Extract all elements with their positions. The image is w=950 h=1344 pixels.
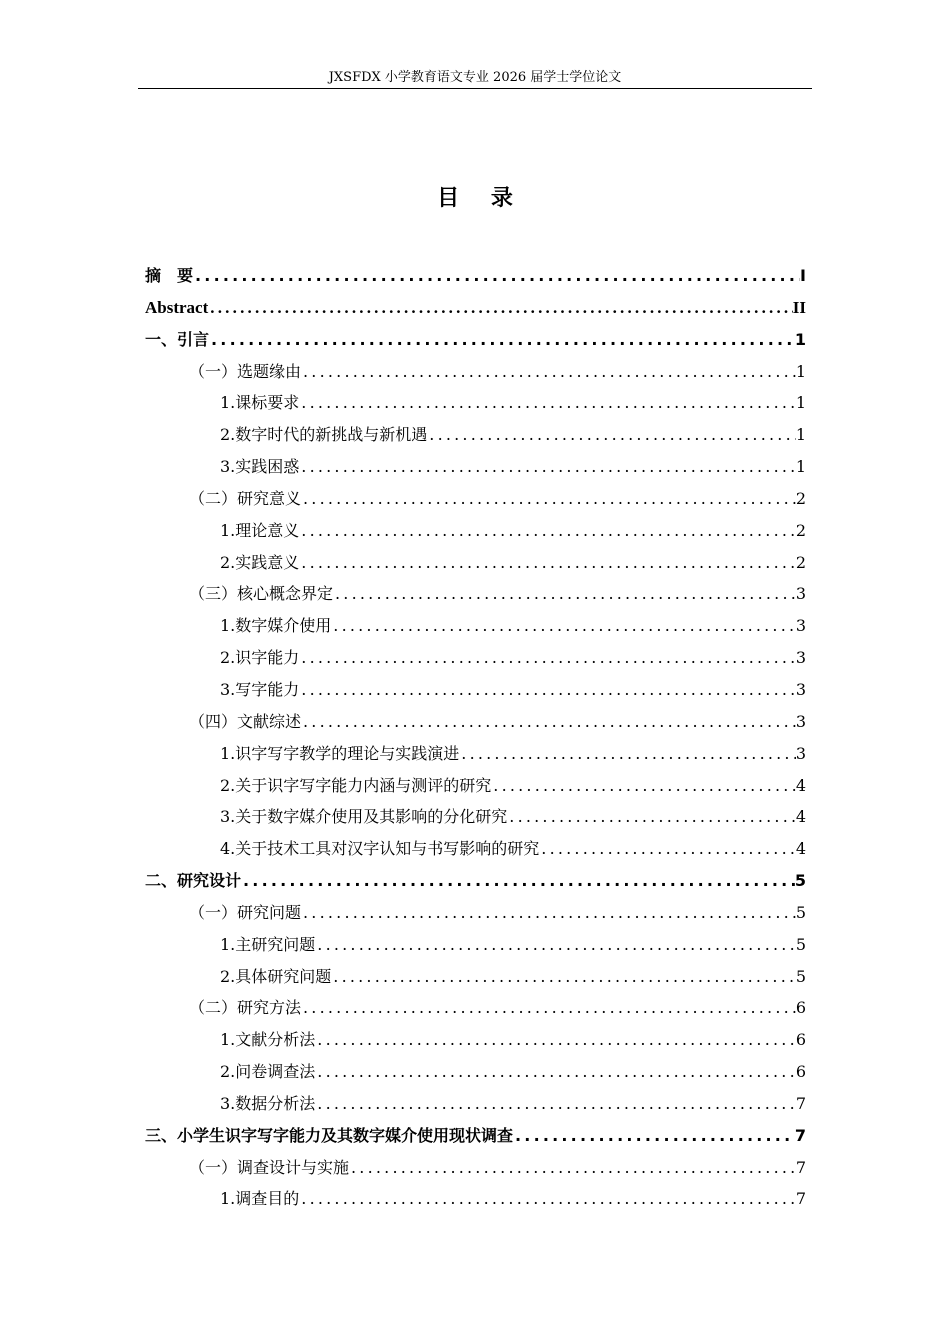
dot-leader xyxy=(208,292,793,324)
dot-leader xyxy=(299,1183,796,1215)
toc-entry-label: 1.调查目的 xyxy=(220,1189,300,1209)
toc-entry[interactable] xyxy=(145,706,806,738)
toc-entry-page: 7 xyxy=(795,1093,806,1113)
toc-entry-page: 6 xyxy=(795,1062,806,1082)
toc-entry[interactable] xyxy=(145,770,806,802)
dot-leader xyxy=(315,1056,796,1088)
toc-entry[interactable] xyxy=(145,801,806,833)
toc-entry[interactable] xyxy=(145,451,806,483)
toc-entry-page: 4 xyxy=(795,775,806,795)
toc-entry-label: 2.识字能力 xyxy=(220,648,300,668)
toc-entry-label: 1.理论意义 xyxy=(220,520,300,540)
toc-entry-label: 3.实践困惑 xyxy=(220,457,300,477)
toc-entry-page: II xyxy=(792,297,806,317)
toc-entry[interactable] xyxy=(145,419,806,451)
table-of-contents xyxy=(145,260,806,1215)
toc-entry-label: （二）研究方法 xyxy=(189,998,302,1018)
toc-entry-label: 2.问卷调查法 xyxy=(220,1062,316,1082)
toc-entry-label: 4.关于技术工具对汉字认知与书写影响的研究 xyxy=(220,839,540,859)
toc-entry-label: 3.关于数字媒介使用及其影响的分化研究 xyxy=(220,807,508,827)
toc-entry-page: 1 xyxy=(794,329,806,349)
toc-entry[interactable] xyxy=(145,387,806,419)
toc-entry[interactable] xyxy=(145,547,806,579)
toc-entry[interactable] xyxy=(145,1152,806,1184)
toc-entry-label: 2.实践意义 xyxy=(220,552,300,572)
toc-entry[interactable] xyxy=(145,578,806,610)
dot-leader xyxy=(507,801,796,833)
dot-leader xyxy=(331,610,796,642)
toc-entry[interactable] xyxy=(145,1088,806,1120)
toc-entry-label: 3.数据分析法 xyxy=(220,1093,316,1113)
dot-leader xyxy=(315,1088,796,1120)
toc-entry[interactable] xyxy=(145,865,806,897)
toc-entry-page: 2 xyxy=(795,520,806,540)
toc-entry-label: 2.数字时代的新挑战与新机遇 xyxy=(220,425,428,445)
toc-entry-page: 1 xyxy=(795,425,806,445)
toc-entry-page: 6 xyxy=(795,998,806,1018)
dot-leader xyxy=(301,897,796,929)
toc-entry-page: 3 xyxy=(795,679,806,699)
dot-leader xyxy=(513,1120,795,1152)
dot-leader xyxy=(299,515,796,547)
toc-entry[interactable] xyxy=(145,1183,806,1215)
toc-entry-page: 3 xyxy=(795,743,806,763)
toc-entry-page: 5 xyxy=(795,902,806,922)
toc-entry-page: 3 xyxy=(795,584,806,604)
toc-entry-page: 1 xyxy=(795,457,806,477)
toc-entry-label: （二）研究意义 xyxy=(189,488,302,508)
toc-entry-page: 5 xyxy=(795,966,806,986)
toc-entry-label: （一）调查设计与实施 xyxy=(189,1157,350,1177)
toc-entry-label: 2.具体研究问题 xyxy=(220,966,332,986)
dot-leader xyxy=(299,451,796,483)
toc-entry-label: （三）核心概念界定 xyxy=(189,584,334,604)
dot-leader xyxy=(491,770,796,802)
dot-leader xyxy=(301,483,796,515)
toc-entry-page: 4 xyxy=(795,807,806,827)
dot-leader xyxy=(209,324,795,356)
toc-entry-label: 1.数字媒介使用 xyxy=(220,616,332,636)
toc-entry-label: （四）文献综述 xyxy=(189,711,302,731)
toc-entry-label: 1.主研究问题 xyxy=(220,934,316,954)
toc-entry-label: Abstract xyxy=(145,297,209,317)
dot-leader xyxy=(315,929,796,961)
dot-leader xyxy=(299,547,796,579)
dot-leader xyxy=(301,992,796,1024)
toc-entry-label: 摘 要 xyxy=(145,266,194,285)
toc-entry-page: 5 xyxy=(794,871,806,891)
toc-entry[interactable] xyxy=(145,610,806,642)
toc-entry[interactable] xyxy=(145,292,806,324)
dot-leader xyxy=(301,356,796,388)
toc-entry[interactable] xyxy=(145,324,806,356)
dot-leader xyxy=(299,387,796,419)
toc-entry-page: 3 xyxy=(795,616,806,636)
dot-leader xyxy=(299,642,796,674)
toc-entry-page: 7 xyxy=(795,1189,806,1209)
dot-leader xyxy=(301,706,796,738)
dot-leader xyxy=(315,1024,796,1056)
toc-entry[interactable] xyxy=(145,929,806,961)
dot-leader xyxy=(241,865,795,897)
toc-entry[interactable] xyxy=(145,642,806,674)
toc-entry-page: 3 xyxy=(795,711,806,731)
toc-entry-page: I xyxy=(800,266,806,285)
toc-entry-label: （一）选题缘由 xyxy=(189,361,302,381)
toc-entry-page: 1 xyxy=(795,361,806,381)
dot-leader xyxy=(333,578,796,610)
toc-entry-label: 一、引言 xyxy=(145,329,210,349)
toc-entry-label: 3.写字能力 xyxy=(220,679,300,699)
toc-entry-page: 4 xyxy=(795,839,806,859)
toc-entry-page: 2 xyxy=(795,488,806,508)
toc-entry-label: 1.识字写字教学的理论与实践演进 xyxy=(220,743,460,763)
toc-entry[interactable] xyxy=(145,1056,806,1088)
dot-leader xyxy=(331,961,796,993)
toc-entry[interactable] xyxy=(145,897,806,929)
toc-entry-label: 1.文献分析法 xyxy=(220,1030,316,1050)
toc-entry[interactable] xyxy=(145,674,806,706)
toc-entry-page: 6 xyxy=(795,1030,806,1050)
toc-entry-label: 二、研究设计 xyxy=(145,871,242,891)
toc-entry-page: 2 xyxy=(795,552,806,572)
toc-entry-label: 1.课标要求 xyxy=(220,393,300,413)
running-header: JXSFDX 小学教育语文专业 2026 届学士学位论文 xyxy=(138,70,812,89)
toc-entry[interactable] xyxy=(145,260,806,292)
toc-entry-label: 2.关于识字写字能力内涵与测评的研究 xyxy=(220,775,492,795)
dot-leader xyxy=(539,833,796,865)
dot-leader xyxy=(427,419,796,451)
dot-leader xyxy=(299,674,796,706)
toc-entry[interactable] xyxy=(145,483,806,515)
toc-entry[interactable] xyxy=(145,961,806,993)
dot-leader xyxy=(459,738,796,770)
toc-entry[interactable] xyxy=(145,515,806,547)
toc-entry-label: （一）研究问题 xyxy=(189,902,302,922)
toc-entry-page: 3 xyxy=(795,648,806,668)
toc-entry[interactable] xyxy=(145,833,806,865)
toc-entry-page: 5 xyxy=(795,934,806,954)
dot-leader xyxy=(349,1152,796,1184)
toc-entry[interactable] xyxy=(145,1120,806,1152)
toc-entry[interactable] xyxy=(145,1024,806,1056)
toc-entry-page: 7 xyxy=(795,1157,806,1177)
toc-entry[interactable] xyxy=(145,356,806,388)
page-title: 目 录 xyxy=(437,186,525,211)
toc-entry[interactable] xyxy=(145,738,806,770)
toc-entry-label: 三、小学生识字写字能力及其数字媒介使用现状调查 xyxy=(145,1125,514,1145)
toc-entry[interactable] xyxy=(145,992,806,1024)
toc-entry-page: 7 xyxy=(794,1125,806,1145)
toc-entry-page: 1 xyxy=(795,393,806,413)
dot-leader xyxy=(193,260,800,292)
